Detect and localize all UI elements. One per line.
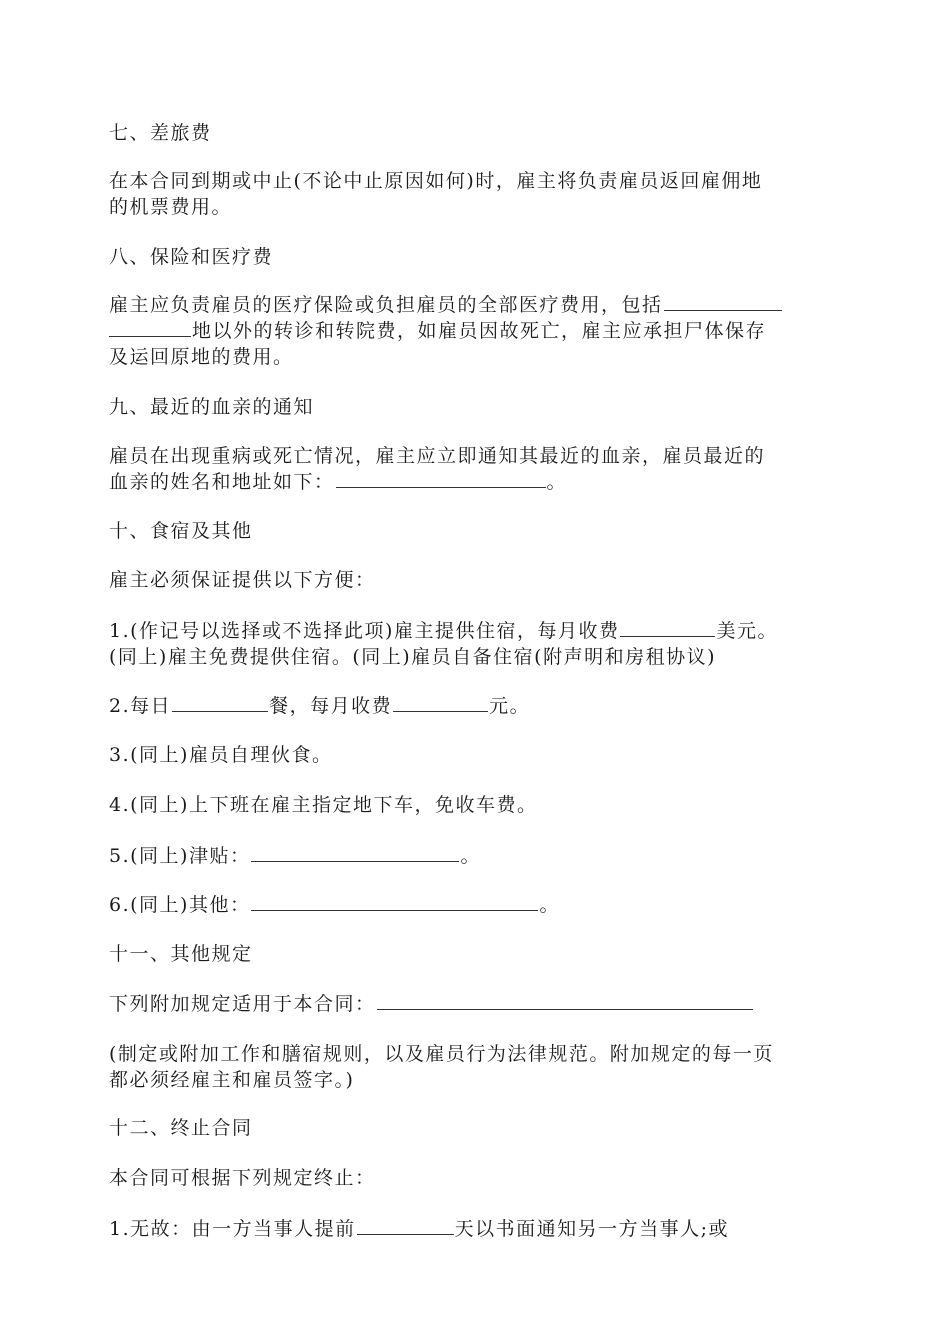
blank-field[interactable]	[620, 618, 715, 637]
section-12-intro: 本合同可根据下列规定终止：	[109, 1167, 376, 1189]
blank-field[interactable]	[109, 318, 191, 337]
blank-field[interactable]	[664, 292, 782, 311]
section-10-item-1-text-b: 美元。	[716, 620, 778, 642]
section-8-line-2-text: 地以外的转诊和转院费，如雇员因故死亡，雇主应承担尸体保存	[192, 320, 767, 342]
blank-field[interactable]	[377, 991, 753, 1010]
section-10-item-5	[109, 843, 845, 869]
section-9-line-2-end: 。	[546, 471, 568, 493]
section-11-note-line-2: 都必须经雇主和雇员签字。)	[109, 1069, 355, 1091]
section-9-heading: 九、最近的血亲的通知	[109, 396, 315, 418]
section-10-item-2	[109, 693, 845, 719]
blank-field[interactable]	[251, 892, 538, 911]
section-10-item-5-text-a: 5.(同上)津贴：	[109, 845, 251, 867]
section-11-line-1-text: 下列附加规定适用于本合同：	[109, 993, 376, 1015]
section-10-item-2-text-b: 餐，每月收费	[269, 695, 393, 717]
section-10-item-6	[109, 892, 845, 918]
section-9-line-2	[109, 469, 845, 495]
section-11-line-1	[109, 991, 845, 1017]
section-10-heading: 十、食宿及其他	[109, 520, 253, 542]
section-12-heading: 十二、终止合同	[109, 1117, 253, 1139]
blank-field[interactable]	[251, 843, 459, 862]
section-12-item-1	[109, 1216, 845, 1242]
section-10-intro: 雇主必须保证提供以下方便：	[109, 569, 376, 591]
section-9-line-2-text: 血亲的姓名和地址如下：	[109, 471, 335, 493]
section-11-note-line-1: (制定或附加工作和膳宿规则，以及雇员行为法律规范。附加规定的每一页	[109, 1043, 774, 1065]
section-10-item-3: 3.(同上)雇员自理伙食。	[109, 744, 333, 766]
section-10-item-6-text-b: 。	[539, 894, 560, 916]
section-10-item-2-text-c: 元。	[489, 695, 531, 717]
blank-field[interactable]	[336, 469, 546, 488]
section-9-line-1: 雇员在出现重病或死亡情况，雇主应立即通知其最近的血亲，雇员最近的	[109, 445, 766, 467]
section-8-line-3: 及运回原地的费用。	[109, 346, 294, 368]
section-10-item-5-text-b: 。	[460, 845, 481, 867]
section-10-item-1-text-a: 1.(作记号以选择或不选择此项)雇主提供住宿，每月收费	[109, 620, 620, 642]
section-10-item-4: 4.(同上)上下班在雇主指定地下车，免收车费。	[109, 794, 538, 816]
blank-field[interactable]	[393, 693, 488, 712]
section-12-item-1-text-b: 天以书面通知另一方当事人;或	[454, 1218, 730, 1240]
section-12-item-1-text-a: 1.无故：由一方当事人提前	[109, 1218, 356, 1240]
section-10-item-1-line-2: (同上)雇主免费提供住宿。(同上)雇员自备住宿(附声明和房租协议)	[109, 646, 716, 668]
section-11-heading: 十一、其他规定	[109, 943, 253, 965]
section-11-note	[109, 1041, 845, 1093]
section-10-item-1-line-1	[109, 618, 845, 644]
section-8-line-2	[109, 318, 845, 344]
section-9-body	[109, 443, 845, 495]
section-10-item-1	[109, 618, 845, 670]
section-7-body	[109, 168, 845, 220]
section-8-line-1-text: 雇主应负责雇员的医疗保险或负担雇员的全部医疗费用，包括	[109, 294, 663, 316]
section-8-line-1	[109, 292, 845, 318]
section-10-item-6-text-a: 6.(同上)其他：	[109, 894, 251, 916]
section-7-line-1: 在本合同到期或中止(不论中止原因如何)时，雇主将负责雇员返回雇佣地	[109, 170, 763, 192]
section-10-item-2-text-a: 2.每日	[109, 695, 172, 717]
blank-field[interactable]	[172, 693, 268, 712]
section-8-body	[109, 292, 845, 370]
section-7-heading: 七、差旅费	[109, 122, 212, 144]
section-8-heading: 八、保险和医疗费	[109, 246, 274, 268]
section-7-line-2: 的机票费用。	[109, 196, 233, 218]
blank-field[interactable]	[357, 1216, 454, 1235]
